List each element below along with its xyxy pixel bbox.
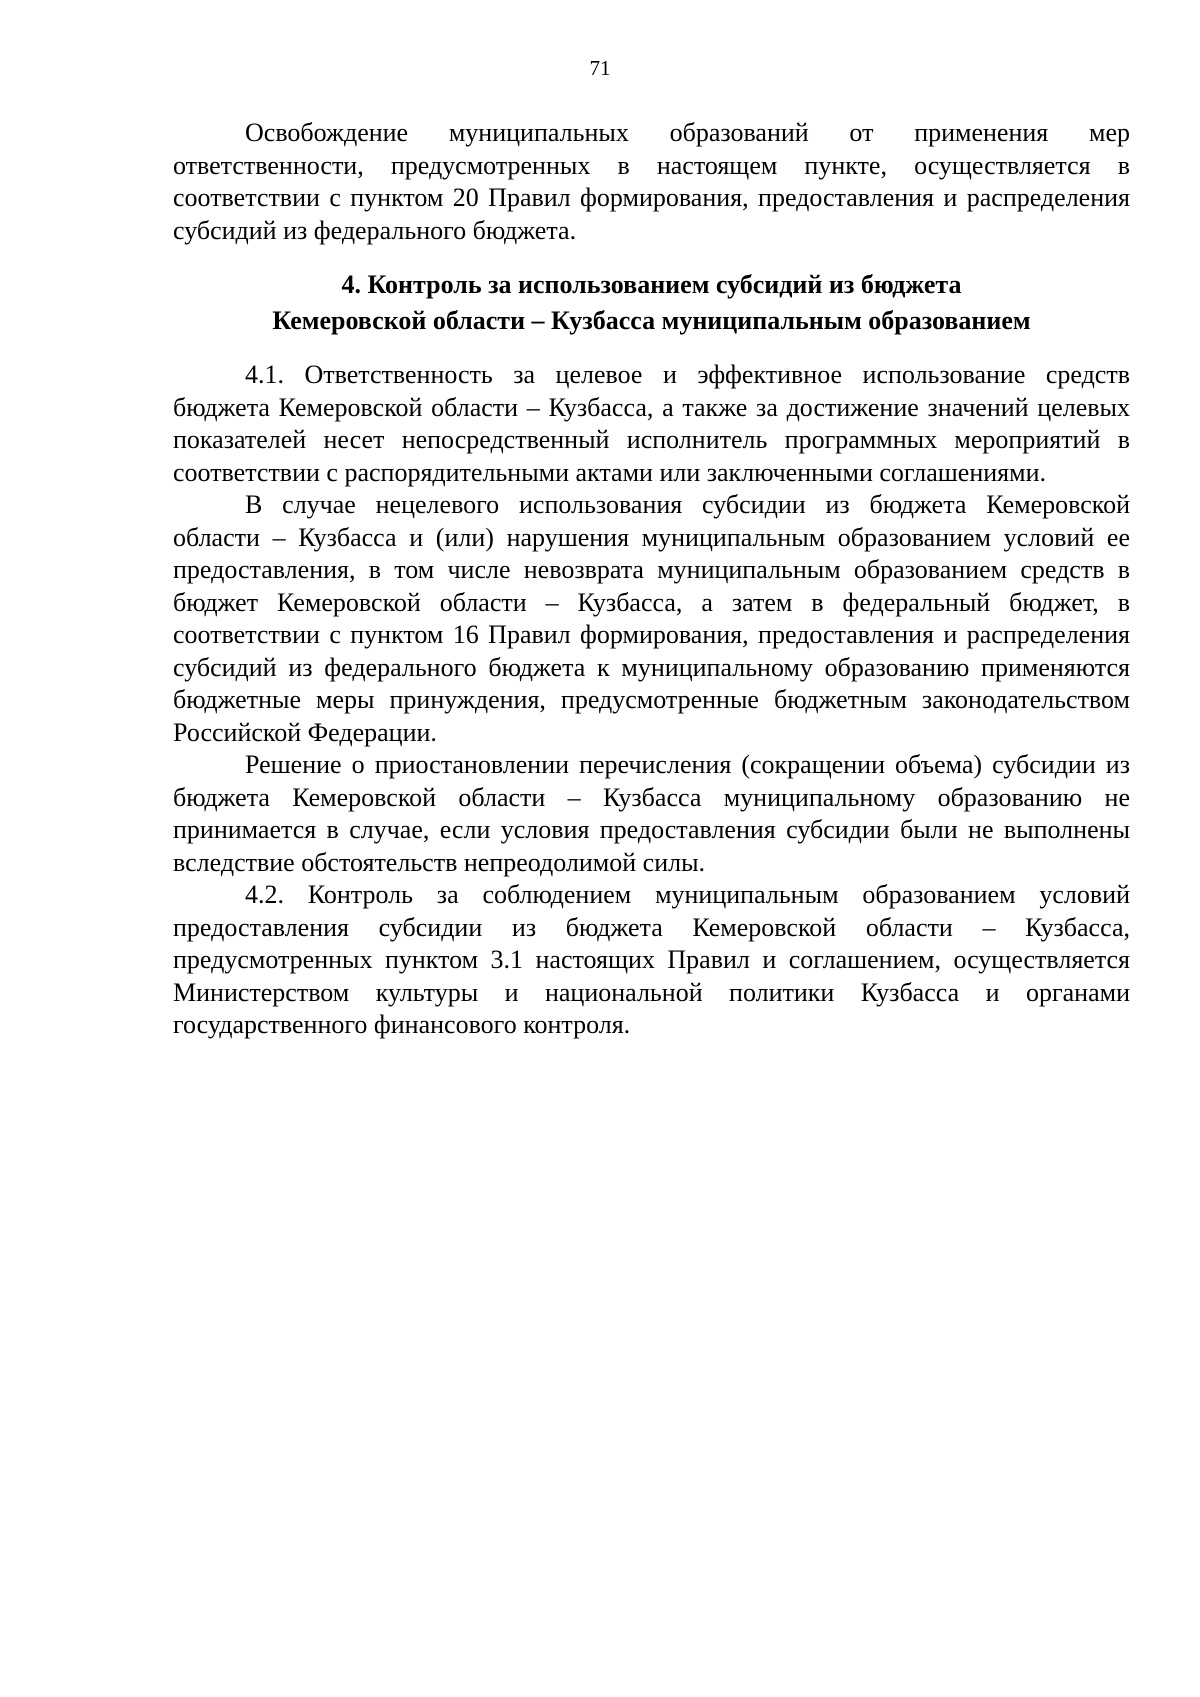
section-title	[173, 267, 1130, 339]
paragraph-4-2: 4.2. Контроль за соблюдением муниципальным образованием условий предоставления субсидии из бюджета Кемеровской области – Кузбасса, предусмотренных пунктом 3.1 настоящих Правил и соглашением, осуществляется Министерством культуры и национальной политики Кузбасса и органами государственного финансового контроля.	[173, 880, 1130, 1039]
paragraph-4-1: 4.1. Ответственность за целевое и эффективное использование средств бюджета Кемеровской области – Кузбасса, а также за достижение значений целевых показателей несет непосредственный исполнитель программных мероприятий в соответствии с распорядительными актами или заключенными соглашениями.	[173, 360, 1130, 487]
paragraph-suspension: Решение о приостановлении перечисления (сокращении объема) субсидии из бюджета Кемеровской области – Кузбасса муниципальному образованию не принимается в случае, если условия предоставления субсидии были не выполнены вследствие обстоятельств непреодолимой силы.	[173, 750, 1130, 877]
document-body	[173, 117, 1130, 1042]
section-title-line-2: Кемеровской области – Кузбасса муниципальным образованием	[272, 306, 1031, 335]
paragraph-exemption: Освобождение муниципальных образований от применения мер ответственности, предусмотренных в настоящем пункте, осуществляется в соответствии с пунктом 20 Правил формирования, предоставления и распределения субсидий из федерального бюджета.	[173, 118, 1130, 245]
paragraph-misuse: В случае нецелевого использования субсидии из бюджета Кемеровской области – Кузбасса и (или) нарушения муниципальным образованием условий ее предоставления, в том числе невозврата муниципальным образованием средств в бюджет Кемеровской области – Кузбасса, а затем в федеральный бюджет, в соответствии с пунктом 16 Правил формирования, предоставления и распределения субсидий из федерального бюджета к муниципальному образованию применяются бюджетные меры принуждения, предусмотренные бюджетным законодательством Российской Федерации.	[173, 490, 1130, 747]
page-number: 71	[589, 56, 611, 80]
section-title-line-1: 4. Контроль за использованием субсидий из бюджета	[341, 270, 962, 299]
